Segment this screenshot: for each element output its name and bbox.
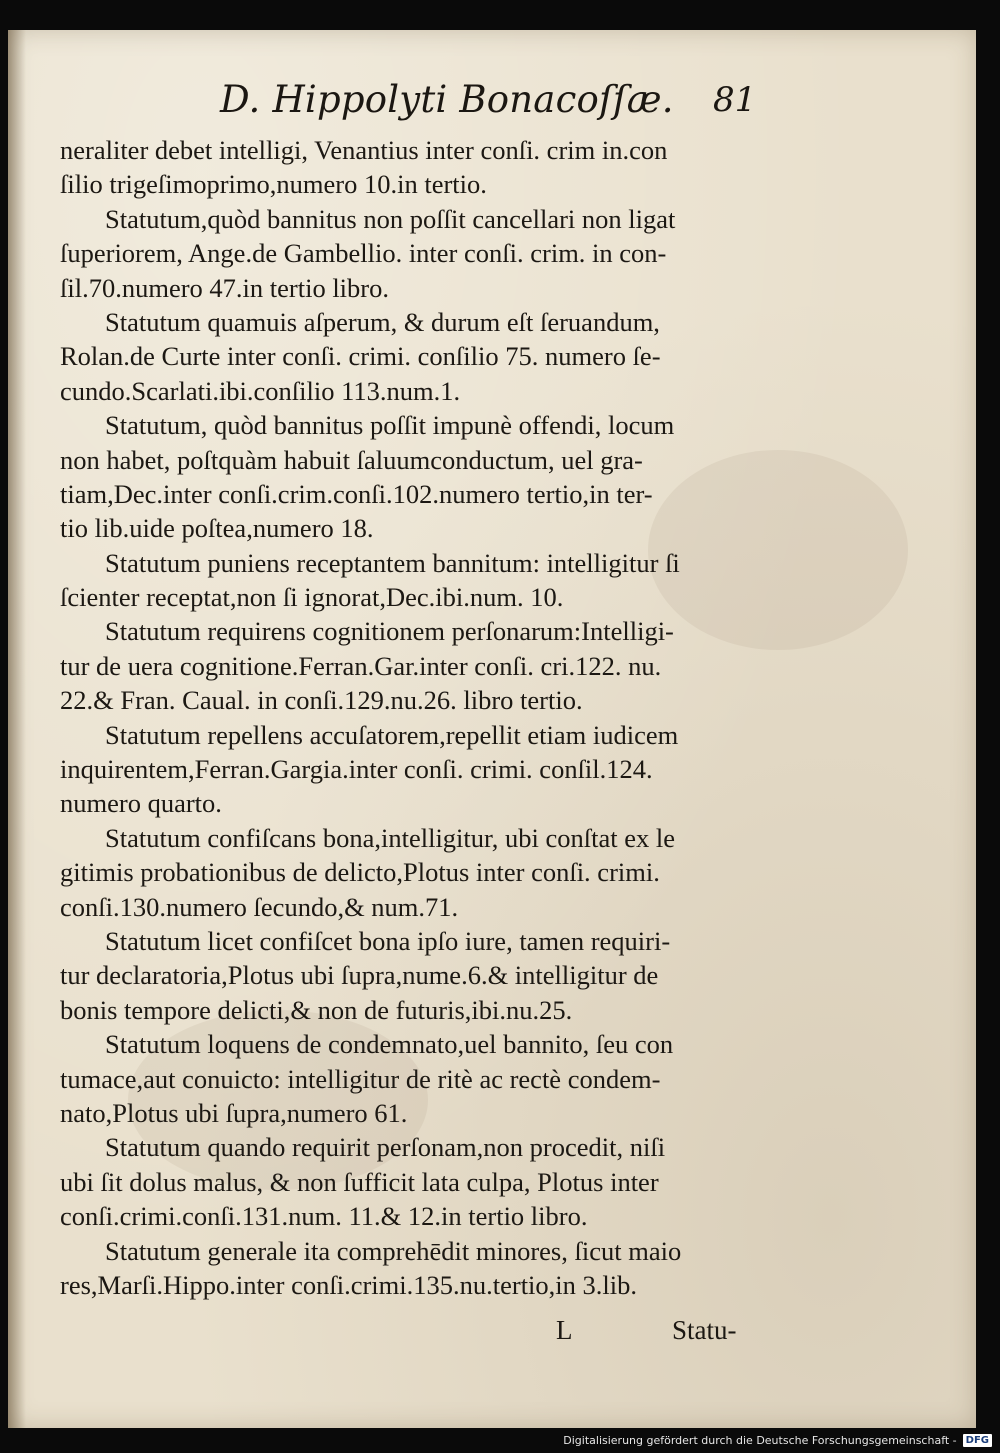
body-text [60,133,800,1302]
page-header [8,70,976,140]
text-line: Statutum puniens receptantem bannitum: intelligitur ſi [105,547,680,578]
text-line: res,Marſi.Hippo.inter conſi.crimi.135.nu.tertio,in 3.lib. [60,1269,638,1300]
attribution-bar [563,1434,992,1447]
running-title: D. Hippolyti Bonacoſſæ. [220,78,674,121]
page-number: 81 [713,80,757,120]
book-page [8,30,976,1428]
dfg-logo: DFG [963,1434,992,1447]
text-line: Statutum confiſcans bona,intelligitur, ubi conſtat ex le [105,822,676,853]
text-line: bonis tempore delicti,& non de futuris,ibi.nu.25. [60,994,573,1025]
attribution-text: Digitalisierung gefördert durch die Deutsche Forschungsgemeinschaft - [563,1434,957,1447]
text-line: inquirentem,Ferran.Gargia.inter conſi. crimi. conſil.124. [60,754,653,785]
text-line: 22.& Fran. Caual. in conſi.129.nu.26. libro tertio. [60,685,583,716]
text-line: numero quarto. [60,788,222,819]
signature-mark: L [556,1315,573,1345]
text-line: Statutum, quòd bannitus poſſit impunè offendi, locum [105,410,675,441]
text-line: tiam,Dec.inter conſi.crim.conſi.102.numero tertio,in ter- [60,478,653,509]
text-line: gitimis probationibus de delicto,Plotus inter conſi. crimi. [60,857,660,888]
text-line: nato,Plotus ubi ſupra,numero 61. [60,1097,408,1128]
text-line: neraliter debet intelligi, Venantius inter conſi. crim in.con [60,135,668,165]
text-line: Statutum generale ita comprehēdit minores, ſicut maio [105,1235,682,1266]
text-line: Statutum,quòd bannitus non poſſit cancellari non ligat [105,203,676,234]
text-line: Statutum loquens de condemnato,uel bannito, ſeu con [105,1029,674,1060]
text-line: ſil.70.numero 47.in tertio libro. [60,272,389,303]
text-line: conſi.crimi.conſi.131.num. 11.& 12.in tertio libro. [60,1201,588,1232]
text-line: non habet, poſtquàm habuit ſaluumconductum, uel gra- [60,444,643,475]
text-line: Statutum repellens accuſatorem,repellit etiam iudicem [105,719,679,750]
text-line: tumace,aut conuicto: intelligitur de ritè ac rectè condem- [60,1063,661,1094]
catchword: Statu- [672,1315,737,1345]
text-line: ſuperiorem, Ange.de Gambellio. inter conſi. crim. in con- [60,238,667,269]
text-line: ſcienter receptat,non ſi ignorat,Dec.ibi.num. 10. [60,582,564,613]
page-spine-shadow [8,30,26,1428]
text-line: ſilio trigeſimoprimo,numero 10.in tertio. [60,169,487,200]
text-line: tio lib.uide poſtea,numero 18. [60,513,374,544]
text-line: cundo.Scarlati.ibi.conſilio 113.num.1. [60,375,461,406]
text-line: tur de uera cognitione.Ferran.Gar.inter conſi. cri.122. nu. [60,650,662,681]
text-line: Statutum licet confiſcet bona ipſo iure, tamen requiri- [105,925,671,956]
text-line: Statutum quamuis aſperum, & durum eſt ſeruandum, [105,306,660,337]
text-line: Statutum quando requirit perſonam,non procedit, niſi [105,1132,666,1163]
text-line: conſi.130.numero ſecundo,& num.71. [60,891,459,922]
text-line: Rolan.de Curte inter conſi. crimi. conſilio 75. numero ſe- [60,341,661,372]
page-footer [8,1315,976,1355]
text-line: Statutum requirens cognitionem perſonarum:Intelligi- [105,616,674,647]
text-line: tur declaratoria,Plotus ubi ſupra,nume.6.& intelligitur de [60,960,659,991]
text-line: ubi ſit dolus malus, & non ſufficit lata culpa, Plotus inter [60,1166,659,1197]
